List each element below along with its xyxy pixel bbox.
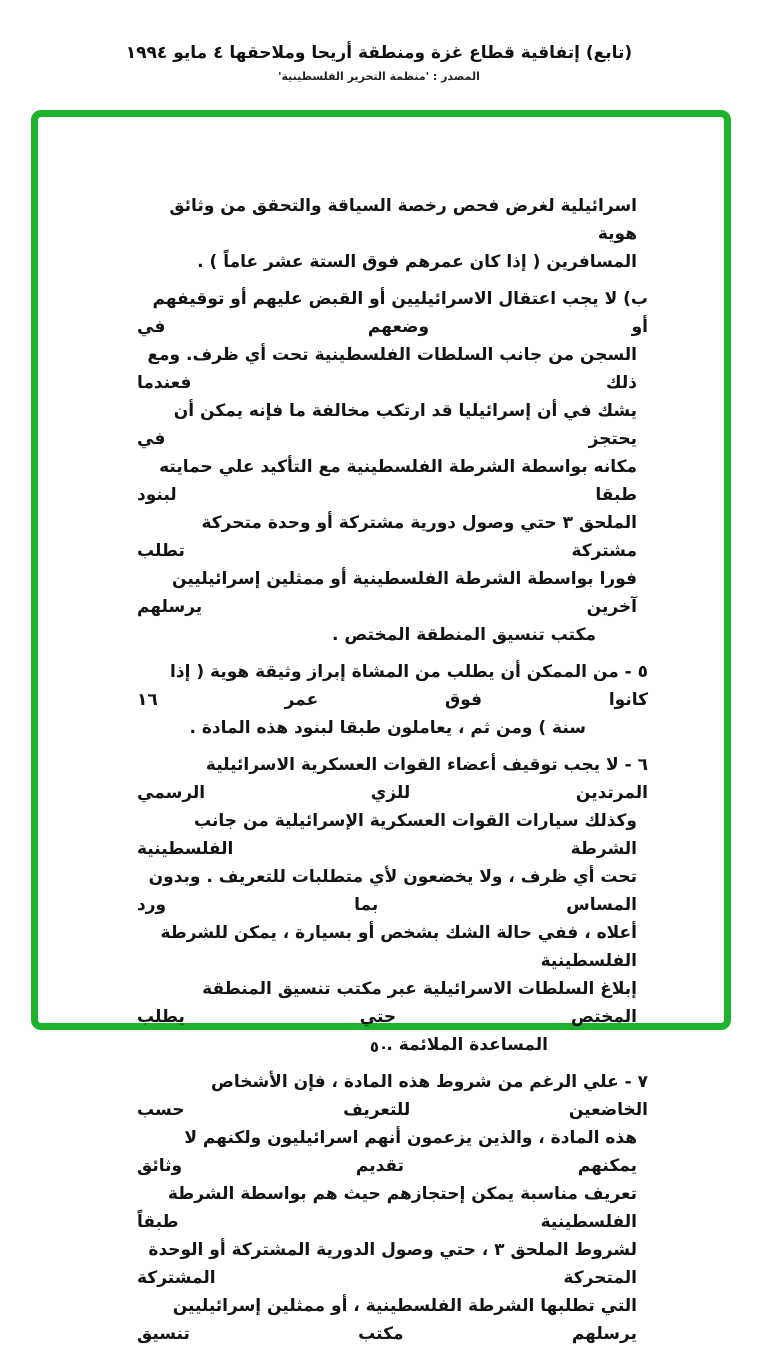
paragraph-item-6 <box>137 751 648 1059</box>
text-line: مكتب تنسيق المنطقة المختص . <box>331 625 596 645</box>
paragraph-item-b <box>137 285 648 649</box>
text-line: سنة ) ومن ثم ، يعاملون طبقا لبنود هذه المادة . <box>189 718 586 738</box>
page-header <box>0 42 758 84</box>
paragraph-continuation <box>137 192 648 276</box>
text-line: المساعدة الملائمة . <box>386 1035 548 1055</box>
page-number: ٥٠ <box>369 1038 389 1056</box>
text-line: فورا بواسطة الشرطة الفلسطينية أو ممثلين إسرائيليين آخرين يرسلهم <box>137 569 637 617</box>
text-line: يشك في أن إسرائيليا قد ارتكب مخالفة ما فإنه يمكن أن يحتجز في <box>137 401 637 449</box>
paragraph-item-7 <box>137 1068 648 1348</box>
text-line: ٧ - علي الرغم من شروط هذه المادة ، فإن الأشخاص الخاضعين للتعريف حسب <box>137 1072 648 1120</box>
text-line: لشروط الملحق ٣ ، حتي وصول الدورية المشتركة أو الوحدة المتحركة المشتركة <box>137 1240 637 1288</box>
source-line: المصدر : 'منظمة التحرير الفلسطينية' <box>278 70 480 83</box>
paragraph-item-5 <box>137 658 648 742</box>
text-line: وكذلك سيارات القوات العسكرية الإسرائيلية من جانب الشرطة الفلسطينية <box>137 811 637 859</box>
document-title: (تابع) إتفاقية قطاع غزة ومنطقة أريحا وملاحقها ٤ مايو ١٩٩٤ <box>125 43 633 63</box>
text-line: المسافرين ( إذا كان عمرهم فوق الستة عشر عاماً ) . <box>197 252 637 272</box>
text-line: تحت أي ظرف ، ولا يخضعون لأي متطلبات للتعريف . وبدون المساس بما ورد <box>137 867 637 915</box>
text-line: ب) لا يجب اعتقال الاسرائيليين أو القبض عليهم أو توقيفهم أو وضعهم في <box>137 289 648 337</box>
text-line: تعريف مناسبة يمكن إحتجازهم حيث هم بواسطة الشرطة الفلسطينية طبقاً <box>137 1184 637 1232</box>
text-line: الملحق ٣ حتي وصول دورية مشتركة أو وحدة متحركة مشتركة تطلب <box>137 513 637 561</box>
text-line: هذه المادة ، والذين يزعمون أنهم اسرائيليون ولكنهم لا يمكنهم تقديم وثائق <box>137 1128 637 1176</box>
document-text-block <box>137 192 648 1348</box>
text-line: أعلاه ، ففي حالة الشك بشخص أو بسيارة ، يمكن للشرطة الفلسطينية <box>160 923 637 971</box>
text-line: ٦ - لا يجب توقيف أعضاء القوات العسكرية الاسرائيلية المرتدين للزي الرسمي <box>137 755 648 803</box>
text-line: مكانه بواسطة الشرطة الفلسطينية مع التأكيد علي حمايته طبقا لبنود <box>137 457 637 505</box>
text-line: إبلاغ السلطات الاسرائيلية عبر مكتب تنسيق المنطقة المختص حتي يطلب <box>137 979 637 1027</box>
text-line: ٥ - من الممكن أن يطلب من المشاة إبراز وثيقة هوية ( إذا كانوا فوق عمر ١٦ <box>137 662 648 710</box>
text-line: التي تطلبها الشرطة الفلسطينية ، أو ممثلين إسرائيليين يرسلهم مكتب تنسيق <box>137 1296 637 1344</box>
text-line: اسرائيلية لغرض فحص رخصة السياقة والتحقق من وثائق هوية <box>169 196 637 244</box>
text-line: السجن من جانب السلطات الفلسطينية تحت أي ظرف. ومع ذلك فعندما <box>137 345 637 393</box>
